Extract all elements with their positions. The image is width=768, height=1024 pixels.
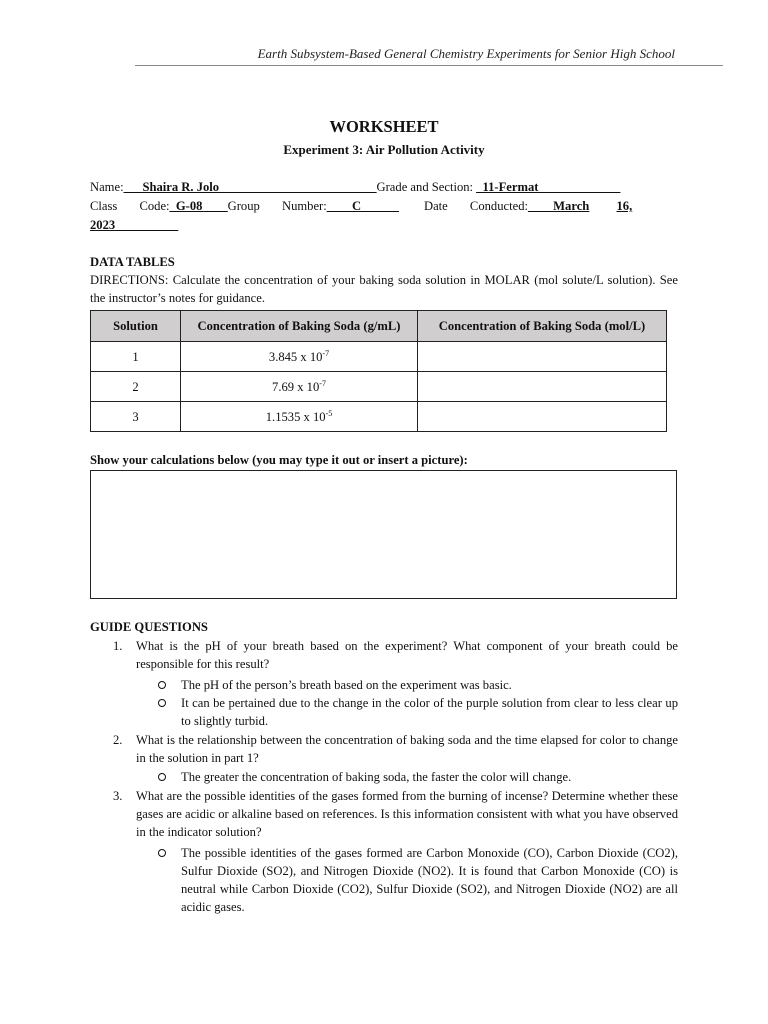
group-number-field[interactable]: ____C______ bbox=[326, 199, 399, 213]
group-label: Group bbox=[227, 199, 260, 213]
question-number: 2. bbox=[113, 733, 123, 747]
answer-item bbox=[158, 768, 678, 786]
bullet-circle-icon bbox=[158, 681, 166, 689]
table-row bbox=[91, 372, 667, 402]
bullet-circle-icon bbox=[158, 699, 166, 707]
number-label: Number: bbox=[281, 199, 327, 213]
date-field-year[interactable]: 2023__________ bbox=[90, 218, 179, 232]
name-label: Name: bbox=[90, 180, 124, 194]
worksheet-title: WORKSHEET bbox=[329, 117, 439, 136]
name-row bbox=[90, 178, 620, 196]
gml-exponent: -7 bbox=[322, 348, 330, 358]
bullet-circle-icon bbox=[158, 773, 166, 781]
question-text: What is the relationship between the concentration of baking soda and the time elapsed for color to change in the solution in part 1? bbox=[136, 733, 678, 765]
answer-item bbox=[158, 844, 678, 916]
question-number: 1. bbox=[113, 639, 123, 653]
date-label: Date bbox=[423, 199, 448, 213]
answer-text: The pH of the person’s breath based on the experiment was basic. bbox=[181, 678, 512, 692]
table-row bbox=[91, 402, 667, 432]
date-field-day[interactable]: 16, bbox=[616, 199, 633, 213]
solution-cell: 3 bbox=[91, 402, 181, 432]
guide-questions-title: GUIDE QUESTIONS bbox=[90, 620, 208, 634]
concentration-table bbox=[90, 310, 667, 432]
header-moll: Concentration of Baking Soda (mol/L) bbox=[418, 311, 667, 342]
date-year-row bbox=[90, 216, 178, 234]
answer-item bbox=[158, 694, 678, 730]
calculations-label: Show your calculations below (you may type it out or insert a picture): bbox=[90, 453, 468, 467]
header-gml: Concentration of Baking Soda (g/mL) bbox=[181, 311, 418, 342]
directions-text: DIRECTIONS: Calculate the concentration of your baking soda solution in MOLAR (mol solute/L solution). See the instructor’s notes for guidance. bbox=[90, 273, 678, 305]
gml-cell bbox=[181, 402, 418, 432]
answer-text: The greater the concentration of baking soda, the faster the color will change. bbox=[181, 770, 572, 784]
answer-item bbox=[158, 676, 678, 694]
header-divider bbox=[135, 65, 723, 66]
gml-cell bbox=[181, 342, 418, 372]
question-number: 3. bbox=[113, 789, 123, 803]
question-3 bbox=[113, 787, 678, 841]
question-text: What are the possible identities of the gases formed from the burning of incense? Determine whether these gases are acidic or alkaline based on references. Is this information consistent with what you have observed in the indicator solution? bbox=[136, 789, 678, 839]
gml-mantissa: 7.69 x 10 bbox=[272, 379, 320, 394]
data-tables-title: DATA TABLES bbox=[90, 255, 175, 269]
header-title: Earth Subsystem-Based General Chemistry Experiments for Senior High School bbox=[257, 46, 675, 61]
gml-mantissa: 3.845 x 10 bbox=[268, 349, 323, 364]
class-label: Class bbox=[90, 199, 118, 213]
solution-cell: 2 bbox=[91, 372, 181, 402]
grade-field[interactable]: _11-Fermat_____________ bbox=[476, 180, 621, 194]
class-row bbox=[90, 197, 632, 215]
gml-exponent: -7 bbox=[319, 378, 326, 388]
gml-mantissa: 1.1535 x 10 bbox=[265, 409, 326, 424]
question-1 bbox=[113, 637, 678, 673]
table-header-row bbox=[91, 311, 667, 342]
calculations-box[interactable] bbox=[90, 470, 677, 599]
solution-cell: 1 bbox=[91, 342, 181, 372]
table-row bbox=[91, 342, 667, 372]
moll-cell[interactable] bbox=[418, 372, 667, 402]
code-label: Code: bbox=[139, 199, 170, 213]
gml-cell bbox=[181, 372, 418, 402]
name-field[interactable]: ___Shaira R. Jolo_________________________ bbox=[123, 180, 377, 194]
answer-text: It can be pertained due to the change in the color of the purple solution from clear to less clear up to slightly turbid. bbox=[181, 696, 678, 728]
conducted-label: Conducted: bbox=[469, 199, 528, 213]
code-field[interactable]: _G-08____ bbox=[169, 199, 228, 213]
bullet-circle-icon bbox=[158, 849, 166, 857]
gml-exponent: -5 bbox=[325, 408, 333, 418]
moll-cell[interactable] bbox=[418, 342, 667, 372]
question-text: What is the pH of your breath based on the experiment? What component of your breath could be responsible for this result? bbox=[136, 639, 678, 671]
question-2 bbox=[113, 731, 678, 767]
answer-text: The possible identities of the gases formed are Carbon Monoxide (CO), Carbon Dioxide (CO2), Sulfur Dioxide (SO2), and Nitrogen Dioxide (NO2). It is found that Carbon Monoxide (CO) is neutral while Carbon Dioxide (CO2), Sulfur Dioxide (SO2), and Nitrogen Dioxide (NO2) are all acidic gases. bbox=[181, 846, 678, 914]
header-solution: Solution bbox=[91, 311, 181, 342]
grade-label: Grade and Section: bbox=[376, 180, 474, 194]
date-field-month[interactable]: ____March bbox=[527, 199, 590, 213]
experiment-subtitle: Experiment 3: Air Pollution Activity bbox=[283, 142, 485, 157]
moll-cell[interactable] bbox=[418, 402, 667, 432]
